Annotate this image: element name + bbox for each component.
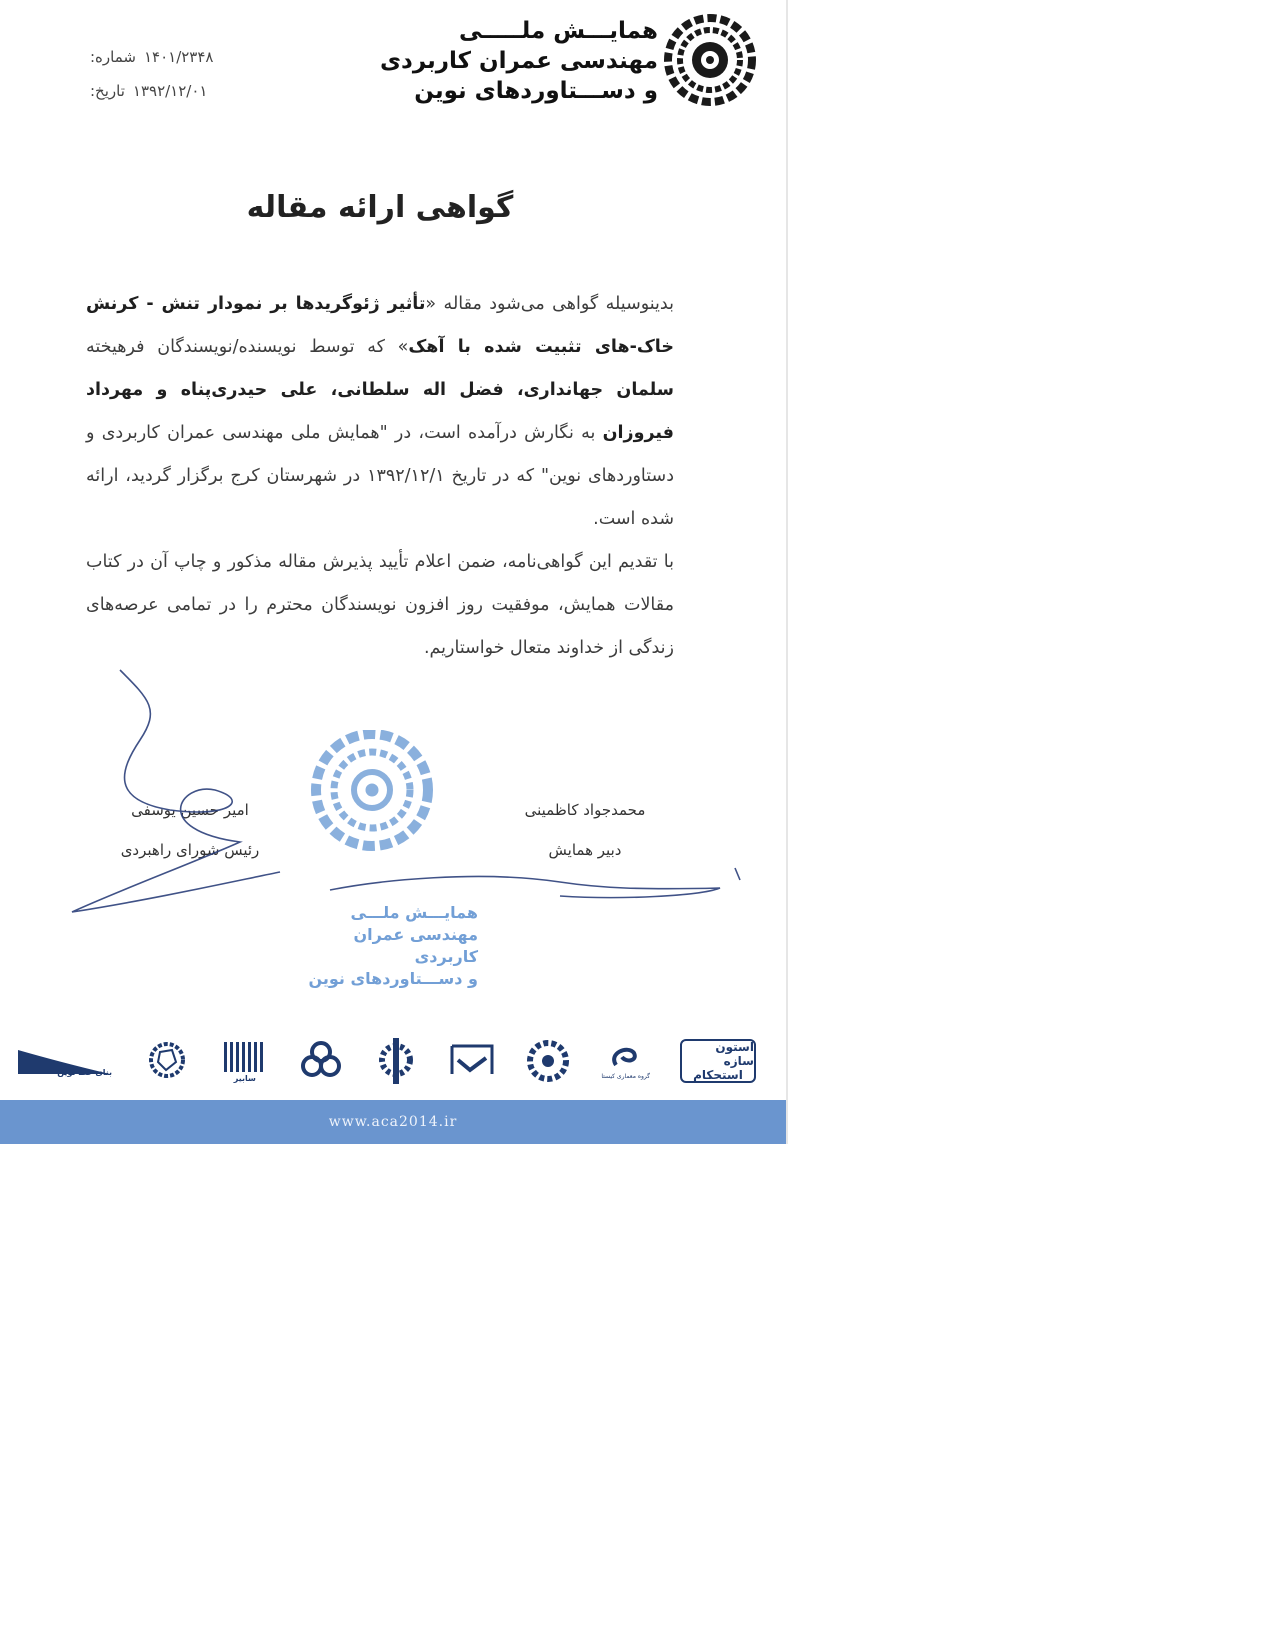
- conference-name-line3: و دســـتاوردهای نوین: [414, 78, 658, 104]
- letter-number-value: ۱۴۰۱/۲۳۴۸: [143, 48, 214, 66]
- sponsor-saber-label: سابیر: [233, 1073, 256, 1083]
- signatory-left-name: امیر حسین یوسفی: [131, 801, 249, 819]
- certificate-body: [86, 283, 674, 670]
- letter-date-row: [90, 82, 250, 100]
- sponsor-saber: [222, 1040, 268, 1083]
- conference-name-line2: مهندسی عمران کاربردی: [379, 48, 658, 74]
- certificate-paragraph-2: با تقدیم این گواهی‌نامه، ضمن اعلام تأیید پذیرش مقاله مذکور و چاپ آن در کتاب مقالات همایش، موفقیت روز افزون نویسندگان محترم را در تمامی عرصه‌های زندگی از خداوند متعال خواستاریم.: [86, 552, 674, 658]
- kesta-logo-icon: [608, 1043, 644, 1073]
- certificate-page: [0, 0, 788, 1144]
- signature-block-left: [100, 790, 280, 870]
- paragraph-1-end: به نگارش درآمده است، در "همایش ملی مهندسی عمران کاربردی و دستاوردهای نوین" که در تاریخ ۱۳۹۲/۱۲/۱ در شهرستان کرج برگزار گردید، ارائه شده است.: [86, 423, 674, 529]
- university-rosette-logo-icon: [525, 1038, 571, 1084]
- signatory-right-name: محمدجواد کاظمینی: [524, 801, 646, 819]
- certificate-paragraph-1: [86, 283, 674, 541]
- conference-name: [380, 16, 658, 106]
- stamp-line1: همایـــش ملـــی: [350, 903, 478, 922]
- signatory-right-role: دبیر همایش: [548, 841, 622, 859]
- stamp-text: [298, 902, 478, 990]
- sponsor-banaa: [16, 1046, 112, 1077]
- stamp-line3: و دســـتاوردهای نوین: [308, 969, 478, 988]
- letter-meta: [90, 48, 250, 116]
- torch-logo-icon: [374, 1036, 418, 1086]
- handshake-logo-icon: [448, 1040, 496, 1082]
- letter-number-row: [90, 48, 250, 66]
- conference-name-line1: همایـــش ملـــــی: [459, 18, 658, 44]
- footer-url[interactable]: www.aca2014.ir: [328, 1114, 458, 1130]
- conference-logo-emblem: [664, 14, 756, 106]
- saber-bars-icon: [222, 1040, 268, 1074]
- footer-url-bar: [0, 1100, 786, 1144]
- letter-date-label: تاریخ:: [90, 82, 125, 100]
- signatory-left-role: رئیس شورای راهبردی: [120, 841, 260, 859]
- paper-authors: سلمان جهانداری، فضل اله سلطانی، علی حیدری‌پناه و مهرداد فیروزان: [86, 380, 674, 443]
- letter-number-label: شماره:: [90, 48, 136, 66]
- paper-title: تأثیر ژئوگریدها بر نمودار تنش - کرنش خاک-های تثبیت شده با آهک: [86, 294, 674, 357]
- iran-map-logo-icon: [142, 1038, 192, 1084]
- sponsor-logos: [16, 1028, 756, 1094]
- paragraph-1-mid: » که توسط نویسنده/نویسندگان فرهیخته: [86, 337, 409, 357]
- sponsor-banaa-label: بنای خط نوین: [57, 1067, 112, 1077]
- letter-date-value: ۱۳۹۲/۱۲/۰۱: [132, 82, 208, 100]
- sponsor-ostoon-line1: استون سازه: [715, 1040, 754, 1068]
- sponsor-kesta: [601, 1043, 650, 1080]
- sponsor-kesta-label: گروه معماری کیستا: [601, 1072, 651, 1080]
- interlocked-logo-icon: [298, 1038, 344, 1084]
- sponsor-ostoon: [680, 1039, 756, 1083]
- signature-block-right: [500, 790, 670, 870]
- certificate-title: گواهی ارائه مقاله: [246, 190, 514, 225]
- sponsor-ostoon-line2: استحکام: [693, 1068, 743, 1082]
- paragraph-1-intro: بدینوسیله گواهی می‌شود مقاله «: [425, 294, 674, 314]
- stamp-line2: مهندسی عمران کاربردی: [353, 925, 478, 966]
